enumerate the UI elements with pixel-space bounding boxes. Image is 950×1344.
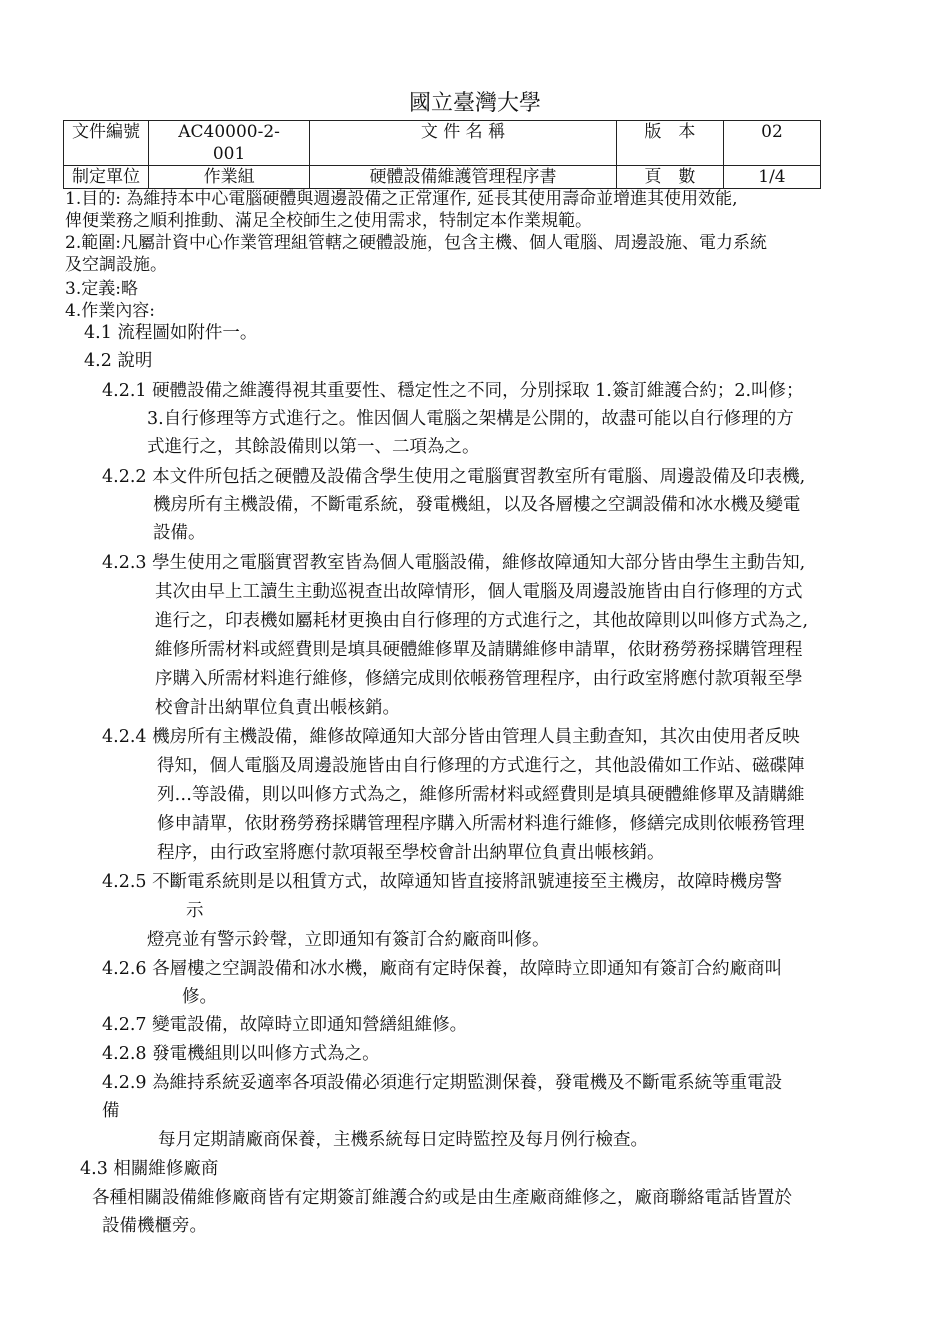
- section-4-2-3-line-6: 校會計出納單位負責出帳核銷。: [155, 698, 400, 718]
- section-4-2-4-line-5: 程序，由行政室將應付款項報至學校會計出納單位負責出帳核銷。: [157, 843, 665, 863]
- doc-no-value-line-2: 001: [212, 144, 246, 164]
- section-4-2-3-line-3: 進行之，印表機如屬耗材更換由自行修理的方式進行之，其他故障則以叫修方式為之,: [155, 611, 809, 631]
- doc-name-value: 硬體設備維護管理程序書: [310, 166, 617, 189]
- doc-name-label: 文 件 名 稱: [310, 121, 617, 166]
- section-4-2-7: 4.2.7 變電設備，故障時立即通知營繕組維修。: [102, 1015, 468, 1035]
- section-4-2-5-line-1: 4.2.5 不斷電系統則是以租賃方式，故障通知皆直接將訊號連接至主機房，故障時機房警: [102, 872, 783, 892]
- section-4-2-2-line-3: 設備。: [153, 523, 206, 543]
- purpose-line-2: 俾便業務之順利推動、滿足全校師生之使用需求，特制定本作業規範。: [65, 211, 592, 231]
- section-4-2-2-line-2: 機房所有主機設備，不斷電系統，發電機組，以及各層樓之空調設備和冰水機及變電: [153, 495, 801, 515]
- section-4-3-line-1: 各種相關設備維修廠商皆有定期簽訂維護合約或是由生產廠商維修之，廠商聯絡電話皆置於: [92, 1188, 792, 1208]
- section-4-2-4-line-4: 修申請單，依財務勞務採購管理程序購入所需材料進行維修，修繕完成則依帳務管理: [157, 814, 805, 834]
- scope-line-1: 2.範圍:凡屬計資中心作業管理組管轄之硬體設施，包含主機、個人電腦、周邊設施、電力系統: [65, 233, 767, 253]
- page-title: 國立臺灣大學: [408, 91, 541, 116]
- definition-line: 3.定義:略: [65, 279, 138, 299]
- purpose-line-1: 1.目的: 為維持本中心電腦硬體與週邊設備之正常運作, 延長其使用壽命並增進其使用效能,: [65, 189, 738, 209]
- section-4-2-2-line-1: 4.2.2 本文件所包括之硬體及設備含學生使用之電腦實習教室所有電腦、周邊設備及印表機,: [102, 467, 806, 487]
- pages-value: 1/4: [723, 166, 820, 189]
- unit-label: 制定單位: [64, 166, 149, 189]
- section-4-2-4-line-1: 4.2.4 機房所有主機設備，維修故障通知大部分皆由管理人員主動查知，其次由使用者反映: [102, 727, 800, 747]
- section-4-2-9-line-1: 4.2.9 為維持系統妥適率各項設備必須進行定期監測保養，發電機及不斷電系統等重電設: [102, 1073, 783, 1093]
- unit-value: 作業組: [149, 166, 310, 189]
- doc-no-value: [149, 121, 310, 166]
- scope-line-2: 及空調設施。: [65, 255, 167, 275]
- section-4-2-9-line-2: 備: [102, 1101, 120, 1121]
- section-4-2-4-line-3: 列…等設備，則以叫修方式為之，維修所需材料或經費則是填具硬體維修單及請購維: [157, 785, 805, 805]
- section-4-2-3-line-2: 其次由早上工讀生主動巡視查出故障情形，個人電腦及周邊設施皆由自行修理的方式: [155, 582, 803, 602]
- doc-no-label: 文件編號: [64, 121, 149, 166]
- section-4-2-6-line-2: 修。: [182, 987, 217, 1007]
- version-value: 02: [723, 121, 820, 166]
- section-4-2-1-line-2: 3.自行修理等方式進行之。惟因個人電腦之架構是公開的，故盡可能以自行修理的方: [147, 409, 794, 429]
- section-4-2-5-line-3: 燈亮並有警示鈴聲，立即通知有簽訂合約廠商叫修。: [147, 930, 550, 950]
- doc-no-value-line-1: AC40000-2-: [178, 122, 280, 142]
- section-4-2-1-line-3: 式進行之，其餘設備則以第一、二項為之。: [147, 437, 480, 457]
- section-4-2-8: 4.2.8 發電機組則以叫修方式為之。: [102, 1044, 380, 1064]
- section-4-2-6-line-1: 4.2.6 各層樓之空調設備和冰水機，廠商有定時保養，故障時立即通知有簽訂合約廠商叫: [102, 959, 783, 979]
- section-4-2-5-line-2: 示: [186, 901, 204, 921]
- section-4-3-heading: 4.3 相關維修廠商: [80, 1159, 219, 1179]
- header-table: [63, 120, 821, 189]
- section-4-2-3-line-1: 4.2.3 學生使用之電腦實習教室皆為個人電腦設備，維修故障通知大部分皆由學生主動告知,: [102, 553, 806, 573]
- section-4-2-3-line-5: 序購入所需材料進行維修，修繕完成則依帳務管理程序，由行政室將應付款項報至學: [155, 669, 803, 689]
- section-4-1: 4.1 流程圖如附件一。: [84, 323, 258, 343]
- pages-label: 頁 數: [616, 166, 723, 189]
- section-4-2-3-line-4: 維修所需材料或經費則是填具硬體維修單及請購維修申請單，依財務勞務採購管理程: [155, 640, 803, 660]
- header-row-1: [64, 121, 821, 166]
- procedure-heading: 4.作業內容:: [65, 301, 155, 321]
- header-row-2: [64, 166, 821, 189]
- section-4-2-9-line-3: 每月定期請廠商保養，主機系統每日定時監控及每月例行檢查。: [158, 1130, 648, 1150]
- section-4-2-1-line-1: 4.2.1 硬體設備之維護得視其重要性、穩定性之不同，分別採取 1.簽訂維護合約；2.叫修；: [102, 381, 804, 401]
- section-4-3-line-2: 設備機櫃旁。: [102, 1216, 207, 1236]
- section-4-2-heading: 4.2 說明: [84, 351, 153, 371]
- section-4-2-4-line-2: 得知，個人電腦及周邊設施皆由自行修理的方式進行之，其他設備如工作站、磁碟陣: [157, 756, 805, 776]
- version-label: 版 本: [616, 121, 723, 166]
